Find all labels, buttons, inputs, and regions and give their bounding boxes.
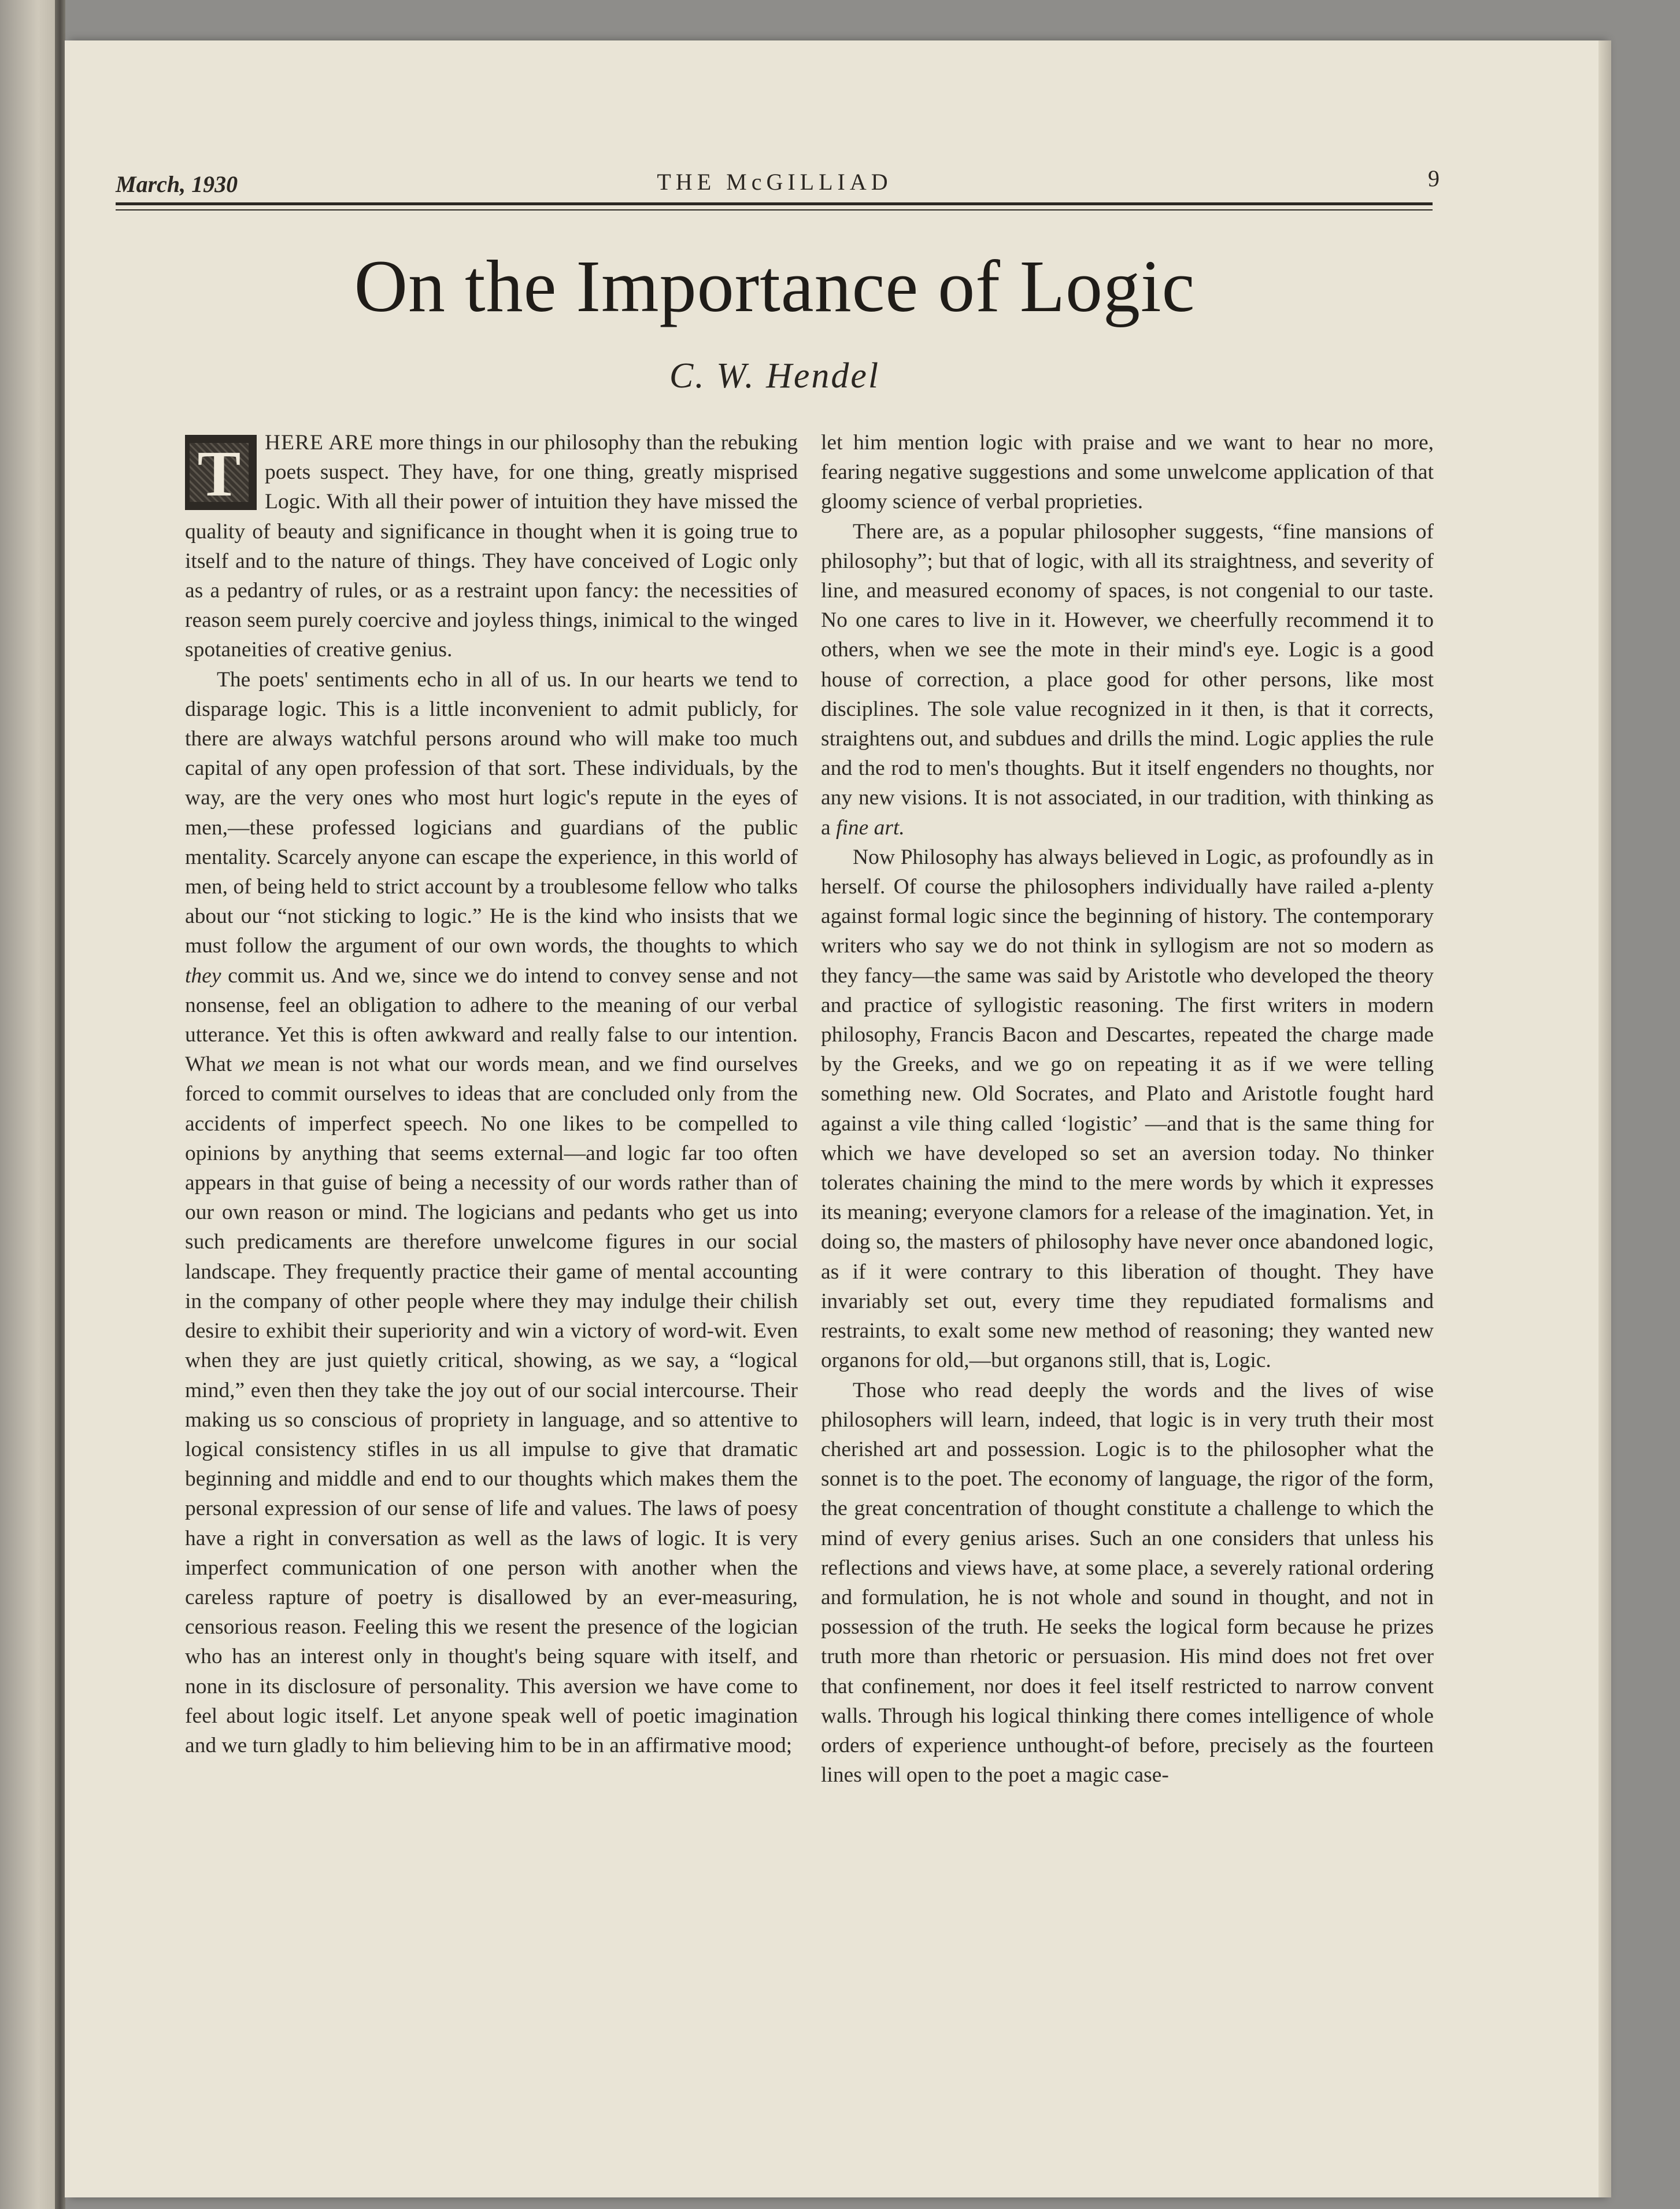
binding-spine (55, 0, 65, 2209)
dropcap-letter: T (197, 438, 241, 510)
paragraph: Now Philosophy has always believed in Logic, as profoundly as in herself. Of course the philosophers individually have railed a-plenty against formal logic since the beginning of history. The contemporary writers who say we do not think in syllogism are not so modern as they fancy—the same was said by Aristotle who developed the theory and practice of syllogistic reasoning. The first writers in modern philosophy, Francis Bacon and Descartes, repeated the charge made by the Greeks, and we go on repeating it as if we were telling something new. Old Socrates, and Plato and Aristotle fought hard against a vile thing called ‘logistic’ —and that is the same thing for which we have developed so set an aversion today. No thinker tolerates chaining the mind to the mere words by which it expresses its meaning; everyone clamors for a release of the imagination. Yet, in doing so, the masters of philosophy have never once abandoned logic, as if it were contrary to this liberation of thought. They have invariably set out, every time they repudiated formalisms and restraints, to exalt some new method of reasoning; they wanted new organons for old,—but organons still, that is, Logic. (821, 845, 1434, 1373)
header-rule-thick (116, 202, 1433, 205)
article-title: On the Importance of Logic (354, 245, 1196, 327)
running-head (116, 165, 1440, 205)
italic-word: we (240, 1052, 265, 1077)
paragraph-text: There are, as a popular philosopher suggests, “fine mansions of philosophy”; but that of logic, with all its straightness, and severity of line, and measured economy of spaces, is not congenial to our taste. No one cares to live in it. However, we cheerfully recommend it to others, when we see the mote in their mind's eye. Logic is a good house of correction, a place good for other persons, like most disciplines. The sole value recognized in it then, is that it corrects, straightens out, and subdues and drills the mind. Logic applies the rule and the rod to men's thoughts. But it itself engenders no thoughts, nor any new visions. It is not associated, in our tradition, with thinking as a (821, 519, 1434, 840)
paragraph-text: commit us. And we, since we do intend to convey sense and not nonsense, feel an obligation to adhere to the meaning of our verbal utterance. Yet this is often awkward and really false to our intention. What (185, 963, 798, 1077)
paragraph (185, 665, 798, 1761)
paragraph: Those who read deeply the words and the lives of wise philosophers will learn, indeed, that logic is in very truth their most cherished art and possession. Logic is to the philosopher what the sonnet is to the poet. The economy of language, the rigor of the form, the great concentration of thought constitute a challenge to which the mind of every genius arises. Such an one considers that unless his reflections and views have, at some place, a severely rational ordering and formulation, he is not whole and sound in thought, and not in possession of the truth. He seeks the logical form because he prizes truth more than rhetoric or persuasion. His mind does not fret over that confinement, nor does it feel itself restricted to narrow convent walls. Through his logical thinking there comes intelligence of whole orders of experience unthought-of before, precisely as the fourteen lines will open to the poet a magic case- (821, 1378, 1434, 1787)
italic-phrase: fine art. (836, 815, 905, 840)
right-column (821, 428, 1434, 2024)
paragraph (185, 428, 798, 665)
magazine-title: THE McGILLIAD (657, 169, 893, 195)
left-page-edge (0, 0, 64, 2209)
page-fore-edge (1598, 40, 1611, 2197)
italic-word: they (185, 963, 221, 988)
paragraph (821, 517, 1434, 843)
paragraph-text: mean is not what our words mean, and we find ourselves forced to commit ourselves to ideas that are concluded only from the accidents of imperfect speech. No one likes to be compelled to opinions by anything that seems external—and logic far too often appears in that guise of being a necessity of our words rather than of our own reason or mind. The logicians and pedants who get us into such predicaments are therefore unwelcome figures in our social landscape. They frequently practice their game of mental accounting in the company of other people where they may indulge their chilish desire to exhibit their superiority and win a victory of word-wit. Even when they are just quietly critical, showing, as we say, a “logical mind,” even then they take the joy out of our social intercourse. Their making us so conscious of propriety in language, and so attentive to logical consistency stifles in us all impulse to give that dramatic beginning and middle and end to our thoughts which makes them the personal expression of our sense of life and values. The laws of poesy have a right in conversation as well as the laws of logic. It is very imperfect communication of one person with another when the careless rapture of poetry is disallowed by an ever-measuring, censorious reason. Feeling this we resent the presence of the logician who has an interest only in thought's being square with itself, and none in its disclosure of personality. This aversion we have come to feel about logic itself. Let anyone speak well of poetic imagination and we turn gladly to him believing him to be in an affirmative mood; (185, 1052, 798, 1757)
paragraph-text: The poets' sentiments echo in all of us. In our hearts we tend to disparage logic. This is a little inconvenient to admit publicly, for there are always watchful persons around who will make too much capital of any open profession of that sort. These individuals, by the way, are the very ones who most hurt logic's repute in the eyes of men,—these professed logicians and guardians of the public mentality. Scarcely anyone can escape the experience, in this world of men, of being held to strict account by a troublesome fellow who talks about our “not sticking to logic.” He is the kind who insists that we must follow the argument of our own words, the thoughts to which (185, 667, 798, 958)
page-number: 9 (1428, 165, 1440, 191)
paragraph: let him mention logic with praise and we want to hear no more, fearing negative suggestions and some unwelcome application of that gloomy science of verbal proprieties. (821, 431, 1434, 514)
lead-in-text: HERE ARE (265, 431, 374, 455)
decorative-dropcap (185, 435, 257, 510)
header-rule-thin (116, 209, 1433, 210)
author-byline: C. W. Hendel (669, 356, 880, 396)
issue-date: March, 1930 (116, 171, 238, 197)
paragraph-text: more things in our philosophy than the rebuking poets suspect. They have, for one thing, greatly misprised Logic. With all their power of intuition they have missed the quality of beauty and significance in thought when it is going true to itself and to the nature of things. They have conceived of Logic only as a pedantry of rules, or as a restraint upon fancy: the necessities of reason seem purely coercive and joyless things, inimical to the winged spotaneities of creative genius. (185, 431, 798, 662)
left-column (185, 428, 798, 2024)
